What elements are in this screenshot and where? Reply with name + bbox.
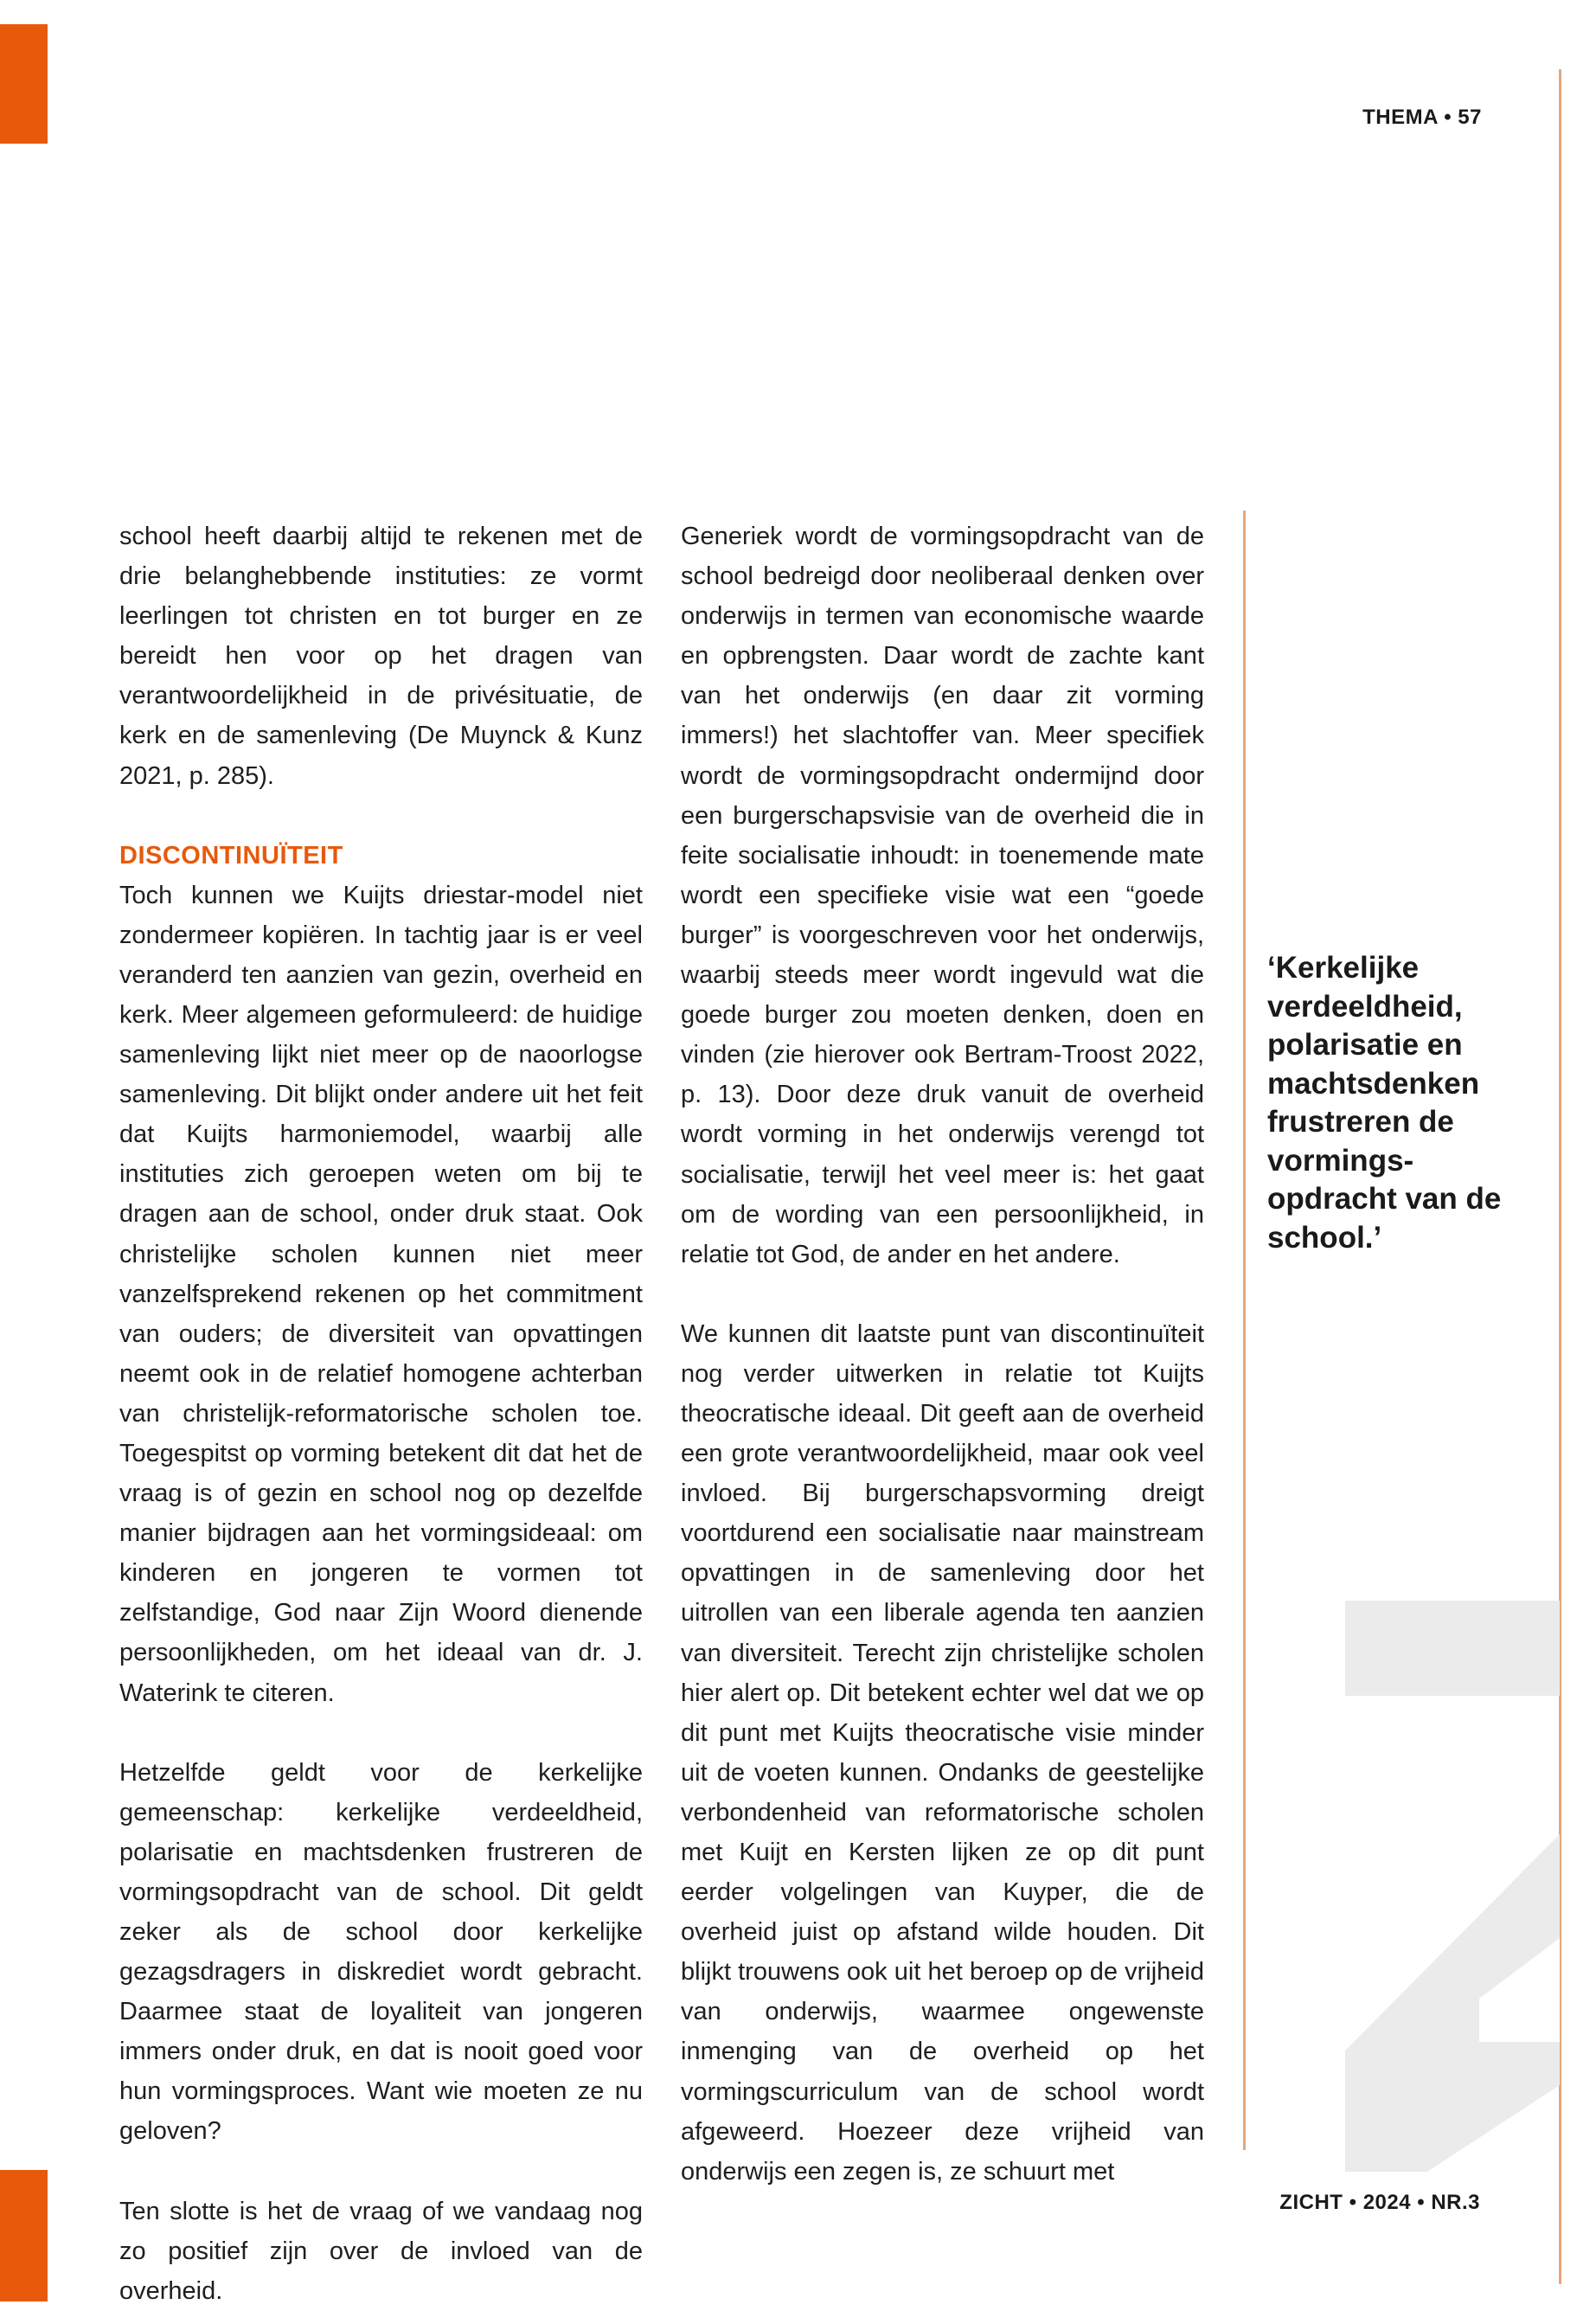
pull-quote: ‘Kerkelijke verdeeldheid, polarisatie en machtsdenken frustreren de vormings-opdracht van de school.’ <box>1267 951 1502 1255</box>
right-column <box>681 517 1204 2192</box>
decorative-z-shape <box>1345 1601 1560 2172</box>
paragraph: Hetzelfde geldt voor de kerkelijke gemeenschap: kerkelijke verdeeldheid, polarisatie en machtsdenken frustreren de vormingsopdracht van de school. Dit geldt zeker als de school door kerkelijke gezagsdragers in diskrediet wordt gebracht. Daarmee staat de loyaliteit van jongeren immers onder druk, en dat is nooit goed voor hun vormingsproces. Want wie moeten ze nu geloven? <box>119 1758 643 2146</box>
pull-quote-rule <box>1243 510 1246 2150</box>
accent-bar-bottom <box>0 2170 48 2301</box>
page-number: 57 <box>1458 106 1482 129</box>
accent-bar-top <box>0 24 48 144</box>
paragraph: Generiek wordt de vormingsopdracht van de school bedreigd door neoliberaal denken over onderwijs in termen van economische waarde en opbrengsten. Daar wordt de zachte kant van het onderwijs (en daar zit vorming immers!) het slachtoffer van. Meer specifiek wordt de vormingsopdracht ondermijnd door een burgerschapsvisie van de overheid die in feite socialisatie inhoudt: in toenemende mate wordt een specifieke visie wat een “goede burger” is voorgeschreven voor het onderwijs, waarbij steeds meer wordt ingevuld wat die goede burger zou moeten denken, doen en vinden (zie hierover ook Bertram-Troost 2022, p. 13). Door deze druk vanuit de overheid wordt vorming in het onderwijs verengd tot socialisatie, terwijl het veel meer is: het gaat om de wording van een persoonlijkheid, in relatie tot God, de ander en het andere. <box>681 523 1204 1268</box>
header-separator: • <box>1444 106 1452 129</box>
running-footer: ZICHT • 2024 • NR.3 <box>1279 2191 1480 2214</box>
paragraph: We kunnen dit laatste punt van discontinuïteit nog verder uitwerken in relatie tot Kuijts theocratische ideaal. Dit geeft aan de overheid een grote verantwoordelijkheid, maar ook veel invloed. Bij burgerschapsvorming dreigt voortdurend een socialisatie naar mainstream opvattingen in de samenleving door het uitrollen van een liberale agenda ten aanzien van diversiteit. Terecht zijn christelijke scholen hier alert op. Dit betekent echter wel dat we op dit punt met Kuijts theocratische visie minder uit de voeten kunnen. Ondanks de geestelijke verbondenheid van reformatorische scholen met Kuijt en Kersten lijken ze op dit punt eerder volgelingen van Kuyper, die de overheid juist op afstand wilde houden. Dit blijkt trouwens ook uit het beroep op de vrijheid van onderwijs, waarmee ongewenste inmenging van de overheid op het vormingscurriculum van de school wordt afgeweerd. Hoezeer deze vrijheid van onderwijs een zegen is, ze schuurt met <box>681 1319 1204 2186</box>
decorative-z-shape-top <box>1345 1601 1560 1696</box>
section-heading: DISCONTINUÏTEIT <box>119 841 343 870</box>
running-header <box>1362 106 1482 130</box>
section-label: THEMA <box>1362 106 1439 129</box>
paragraph: school heeft daarbij altijd te rekenen met de drie belanghebbende instituties: ze vormt leerlingen tot christen en tot burger en ze bereidt hen voor op het dragen van verantwoordelijkheid in de privésituatie, de kerk en de samenleving (De Muynck & Kunz 2021, p. 285). <box>119 523 643 790</box>
paragraph: Toch kunnen we Kuijts driestar-model niet zondermeer kopiëren. In tachtig jaar is er veel veranderd ten aanzien van gezin, overheid en kerk. Meer algemeen geformuleerd: de huidige samenleving lijkt niet meer op de naoorlogse samenleving. Dit blijkt onder andere uit het feit dat Kuijts harmoniemodel, waarbij alle instituties zich geroepen weten om bij te dragen aan de school, onder druk staat. Ook christelijke scholen kunnen niet meer vanzelfsprekend rekenen op het commitment van ouders; de diversiteit van opvattingen neemt ook in de relatief homogene achterban van christelijk-reformatorische scholen toe. Toegespitst op vorming betekent dit dat het de vraag is of gezin en school nog op dezelfde manier bijdragen aan het vormingsideaal: om kinderen en jongeren te vormen tot zelfstandige, God naar Zijn Woord dienende persoonlijkheden, om het ideaal van dr. J. Waterink te citeren. <box>119 881 643 1707</box>
paragraph: Ten slotte is het de vraag of we vandaag nog zo positief zijn over de invloed van de overheid. <box>119 2197 643 2305</box>
left-column <box>119 517 643 2311</box>
